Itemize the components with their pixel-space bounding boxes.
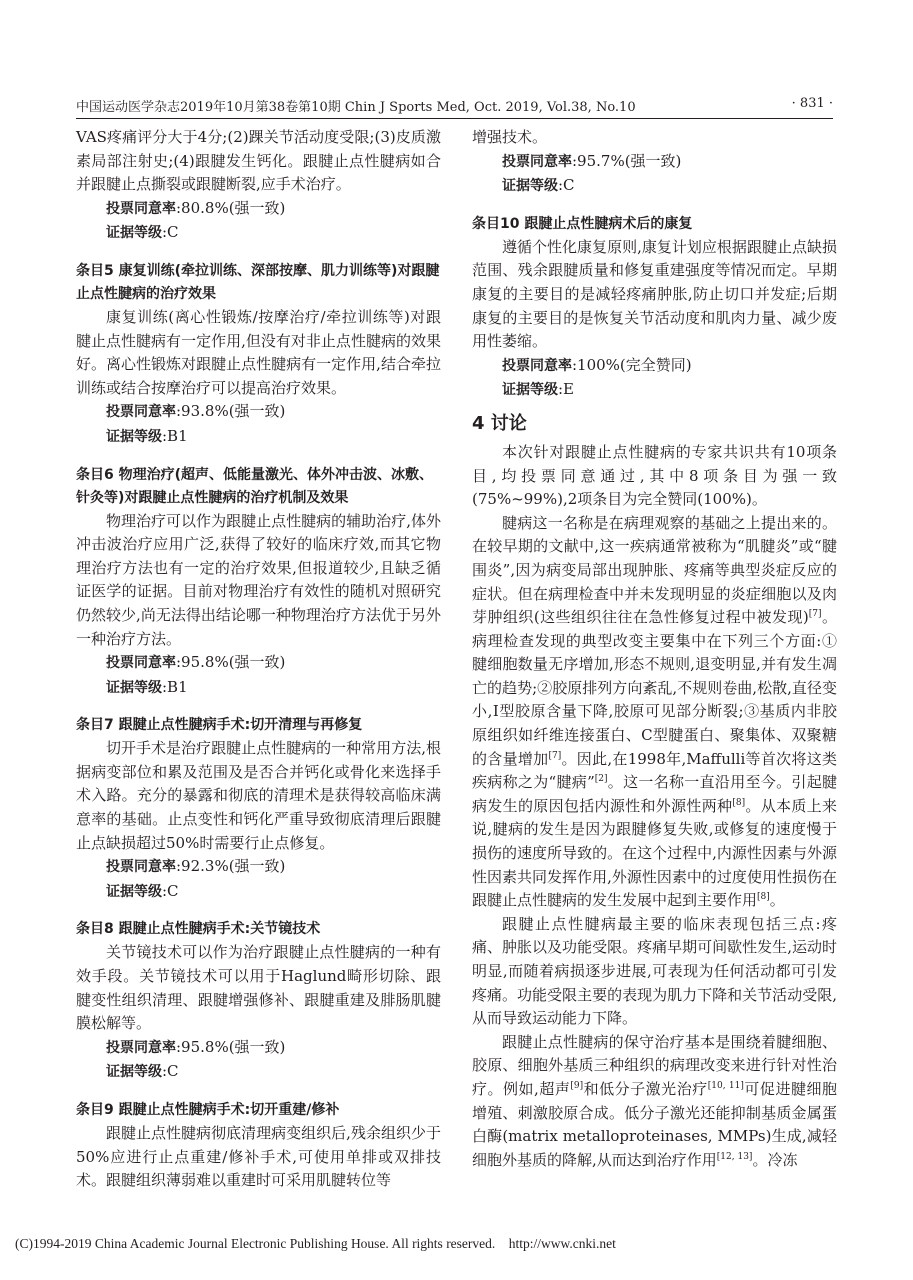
running-header [76, 96, 833, 119]
discussion-paragraph-1: 本次针对跟腱止点性腱病的专家共识共有10项条目,均投票同意通过,其中8项条目为强一致(75%~99%),2项条目为完全赞同(100%)。 [472, 442, 837, 509]
page-number: · 831 · [791, 96, 833, 111]
item-9-text: 跟腱止点性腱病彻底清理病变组织后,残余组织少于50%应进行止点重建/修补手术,可使用单排或双排技术。跟腱组织薄弱难以重建时可采用肌腱转位等 [76, 1124, 441, 1190]
vote-rate: 投票同意率:100%(完全赞同) [502, 355, 692, 374]
paragraph: 增强技术。 [472, 128, 548, 146]
journal-citation: 中国运动医学杂志2019年10月第38卷第10期 Chin J Sports Med, Oct. 2019, Vol.38, No.10 [76, 100, 636, 115]
item-7-title: 条目7 跟腱止点性腱病手术:切开清理与再修复 [76, 717, 363, 734]
item-10-title: 条目10 跟腱止点性腱病术后的康复 [472, 215, 693, 232]
evidence-grade: 证据等级:B1 [106, 426, 188, 445]
paragraph: VAS疼痛评分大于4分;(2)踝关节活动度受限;(3)皮质激素局部注射史;(4)跟腱发生钙化。跟腱止点性腱病如合并跟腱止点撕裂或跟腱断裂,应手术治疗。 [76, 128, 441, 194]
item-10-text: 遵循个性化康复原则,康复计划应根据跟腱止点缺损范围、残余跟腱质量和修复重建强度等情况而定。早期康复的主要目的是减轻疼痛肿胀,防止切口并发症;后期康复的主要目的是恢复关节活动度和肌肉力量、减少废用性萎缩。 [472, 237, 837, 351]
left-column [76, 126, 441, 1193]
discussion-paragraph-2: 腱病这一名称是在病理观察的基础之上提出来的。在较早期的文献中,这一疾病通常被称为“肌腱炎”或“腱围炎”,因为病变局部出现肿胀、疼痛等典型炎症反应的症状。但在病理检查中并未发现明显的炎症细胞以及肉芽肿组织(这些组织往往在急性修复过程中被发现)[7]。病理检查发现的典型改变主要集中在下列三个方面:①腱细胞数量无序增加,形态不规则,退变明显,并有发生凋亡的趋势;②胶原排列方向紊乱,不规则卷曲,松散,直径变小,Ⅰ型胶原含量下降,胶原可见部分断裂;③基质内非胶原组织如纤维连接蛋白、C型腱蛋白、聚集体、双聚糖的含量增加[7]。因此,在1998年,Maffulli等首次将这类疾病称之为“腱病”[2]。这一名称一直沿用至今。引起腱病发生的原因包括内源性和外源性两种[8]。从本质上来说,腱病的发生是因为跟腱修复失败,或修复的速度慢于损伤的速度所导致的。在这个过程中,内源性因素与外源性因素共同发挥作用,外源性因素中的过度使用性损伤在跟腱止点性腱病的发生发展中起到主要作用[8]。 [472, 513, 837, 910]
citation: [12, 13] [716, 1151, 753, 1162]
section-4-heading: 4 讨论 [472, 412, 527, 434]
item-9-title: 条目9 跟腱止点性腱病手术:切开重建/修补 [76, 1102, 340, 1118]
citation: [7] [808, 609, 822, 620]
vote-rate: 投票同意率:92.3%(强一致) [106, 857, 286, 876]
citation: [9] [570, 1080, 584, 1091]
discussion-paragraph-3: 跟腱止点性腱病最主要的临床表现包括三点:疼痛、肿胀以及功能受限。疼痛早期可间歇性发生,运动时明显,而随着病损逐步进展,可表现为任何活动都可引发疼痛。功能受限主要的表现为肌力下降和关节活动受限,从而导致运动能力下降。 [472, 914, 837, 1028]
vote-rate: 投票同意率:80.8%(强一致) [106, 198, 286, 217]
evidence-grade: 证据等级:C [502, 176, 575, 195]
citation: [7] [548, 750, 562, 761]
evidence-grade: 证据等级:C [106, 881, 179, 900]
right-column [472, 126, 837, 1172]
item-7-text: 切开手术是治疗跟腱止点性腱病的一种常用方法,根据病变部位和累及范围及是否合并钙化或骨化来选择手术入路。充分的暴露和彻底的清理术是获得较高临床满意率的基础。止点变性和钙化严重导致彻底清理后跟腱止点缺损超过50%时需要行止点修复。 [76, 739, 441, 852]
citation: [8] [732, 797, 746, 808]
item-6-title: 条目6 物理治疗(超声、低能量激光、体外冲击波、冰敷、针灸等)对跟腱止点性腱病的治疗机制及效果 [76, 466, 434, 506]
citation: [2] [594, 774, 608, 785]
copyright-footer: (C)1994-2019 China Academic Journal Electronic Publishing House. All rights reserved. http://www.cnki.net [15, 1236, 616, 1251]
item-5-text: 康复训练(离心性锻炼/按摩治疗/牵拉训练等)对跟腱止点性腱病有一定作用,但没有对非止点性腱病的效果好。离心性锻炼对跟腱止点性腱病有一定作用,结合牵拉训练或结合按摩治疗可以提高治疗效果。 [76, 307, 441, 397]
evidence-grade: 证据等级:E [502, 380, 575, 399]
discussion-paragraph-4: 跟腱止点性腱病的保守治疗基本是围绕着腱细胞、胶原、细胞外基质三种组织的病理改变来进行针对性治疗。例如,超声[9]和低分子激光治疗[10, 11]可促进腱细胞增殖、刺激胶原合成。低分子激光还能抑制基质金属蛋白酶(matrix metalloproteinases, MMPs)生成,减轻细胞外基质的降解,从而达到治疗作用[12, 13]。冷冻 [472, 1032, 837, 1169]
item-8-text: 关节镜技术可以作为治疗跟腱止点性腱病的一种有效手段。关节镜技术可以用于Haglund畸形切除、跟腱变性组织清理、跟腱增强修补、跟腱重建及腓肠肌腱膜松解等。 [76, 943, 441, 1033]
item-8-title: 条目8 跟腱止点性腱病手术:关节镜技术 [76, 921, 321, 938]
evidence-grade: 证据等级:B1 [106, 677, 188, 696]
evidence-grade: 证据等级:C [106, 223, 179, 242]
evidence-grade: 证据等级:C [106, 1062, 179, 1081]
citation: [8] [757, 892, 770, 903]
vote-rate: 投票同意率:95.8%(强一致) [106, 653, 286, 672]
vote-rate: 投票同意率:95.8%(强一致) [106, 1037, 286, 1056]
citation: [10, 11] [707, 1080, 744, 1091]
item-6-text: 物理治疗可以作为跟腱止点性腱病的辅助治疗,体外冲击波治疗应用广泛,获得了较好的临床疗效,而其它物理治疗方法也有一定的治疗效果,但报道较少,且缺乏循证医学的证据。目前对物理治疗有效性的随机对照研究仍然较少,尚无法得出结论哪一种物理治疗方法优于另外一种治疗方法。 [76, 511, 441, 648]
vote-rate: 投票同意率:95.7%(强一致) [502, 151, 682, 170]
vote-rate: 投票同意率:93.8%(强一致) [106, 402, 286, 421]
item-5-title: 条目5 康复训练(牵拉训练、深部按摩、肌力训练等)对跟腱止点性腱病的治疗效果 [76, 262, 440, 302]
